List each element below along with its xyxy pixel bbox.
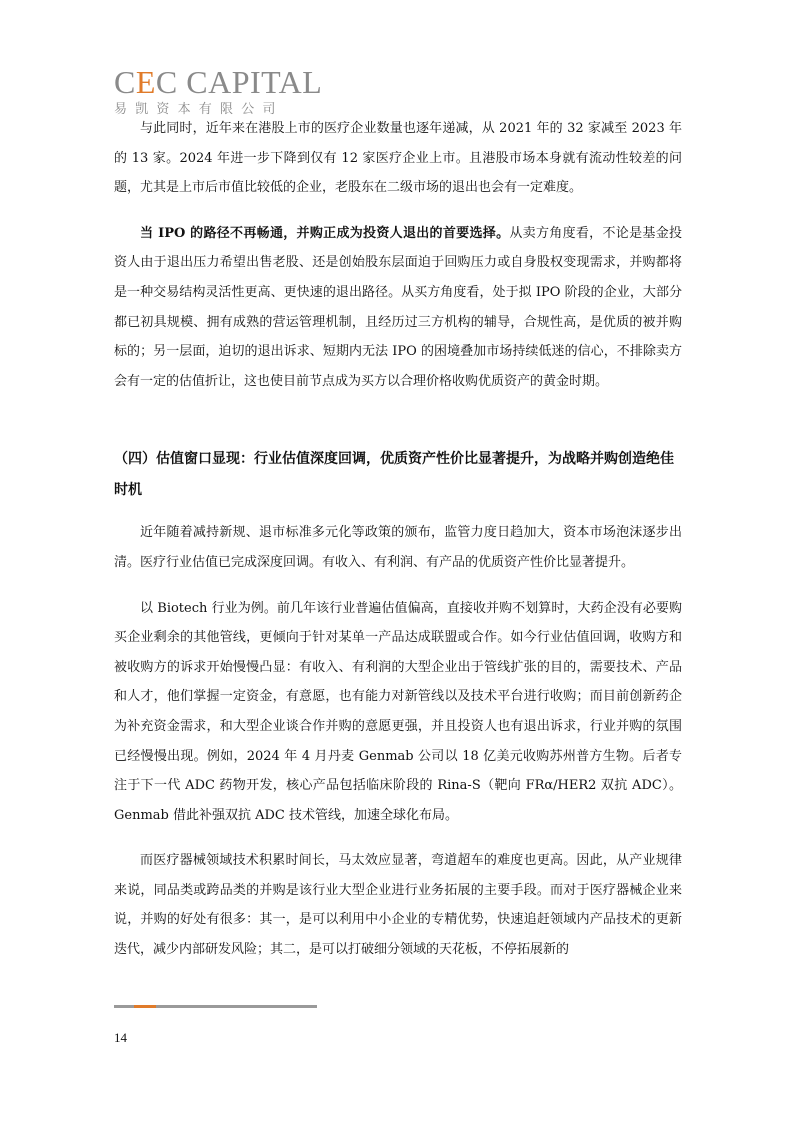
logo-letter-e: E (135, 64, 156, 100)
company-name-cn: 易凯资本有限公司 (114, 102, 284, 117)
page-number: 14 (114, 1030, 127, 1045)
company-logo (114, 64, 322, 101)
logo-letter-c: C (114, 64, 136, 100)
document-body (114, 114, 682, 965)
section-heading: （四）估值窗口显现：行业估值深度回调，优质资产性价比显著提升，为战略并购创造绝佳时机 (114, 451, 674, 499)
paragraph-3: 近年随着减持新规、退市标准多元化等政策的颁布，监管力度日趋加大，资本市场泡沫逐步出清。医疗行业估值已完成深度回调。有收入、有利润、有产品的优质资产性价比显著提升。 (114, 525, 682, 570)
paragraph-1: 与此同时，近年来在港股上市的医疗企业数量也逐年递减，从 2021 年的 32 家减至 2023 年的 13 家。2024 年进一步下降到仅有 12 家医疗企业上市。且港股市场本身就有流动性较差的问题，尤其是上市后市值比较低的企业，老股东在二级市场的退出也会有一定难度。 (114, 121, 682, 196)
logo-rest: C CAPITAL (155, 64, 323, 100)
footer-divider (114, 1005, 317, 1008)
paragraph-4: 以 Biotech 行业为例。前几年该行业普遍估值偏高，直接收并购不划算时，大药企没有必要购买企业剩余的其他管线，更倾向于针对某单一产品达成联盟或合作。如今行业估值回调，收购方和被收购方的诉求开始慢慢凸显：有收入、有利润的大型企业出于管线扩张的目的，需要技术、产品和人才，他们掌握一定资金，有意愿，也有能力对新管线以及技术平台进行收购；而目前创新药企为补充资金需求，和大型企业谈合作并购的意愿更强，并且投资人也有退出诉求，行业并购的氛围已经慢慢出现。例如，2024 年 4 月丹麦 Genmab 公司以 18 亿美元收购苏州普方生物。后者专注于下一代 ADC 药物开发，核心产品包括临床阶段的 Rina-S（靶向 FRα/HER2 双抗 ADC）。Genmab 借此补强双抗 ADC 技术管线，加速全球化布局。 (114, 600, 682, 823)
paragraph-2 (114, 219, 682, 397)
paragraph-5: 而医疗器械领域技术积累时间长，马太效应显著，弯道超车的难度也更高。因此，从产业规律来说，同品类或跨品类的并购是该行业大型企业进行业务拓展的主要手段。而对于医疗器械企业来说，并购的好处有很多：其一，是可以利用中小企业的专精优势，快速追赶领域内产品技术的更新迭代，减少内部研发风险；其二，是可以打破细分领域的天花板，不停拓展新的 (114, 853, 682, 958)
paragraph-2-bold-lead: 当 IPO 的路径不再畅通，并购正成为投资人退出的首要选择。 (140, 225, 510, 241)
footer-divider-accent (134, 1005, 156, 1008)
paragraph-2-rest: 从卖方角度看，不论是基金投资人由于退出压力希望出售老股、还是创始股东层面迫于回购压力或自身股权变现需求，并购都将是一种交易结构灵活性更高、更快速的退出路径。从买方角度看，处于拟 IPO 阶段的企业，大部分都已初具规模、拥有成熟的营运管理机制，且经历过三方机构的辅导，合规性高，是优质的被并购标的；另一层面，迫切的退出诉求、短期内无法 IPO 的困境叠加市场持续低迷的信心，不排除卖方会有一定的估值折让，这也使目前节点成为买方以合理价格收购优质资产的黄金时期。 (114, 225, 682, 389)
